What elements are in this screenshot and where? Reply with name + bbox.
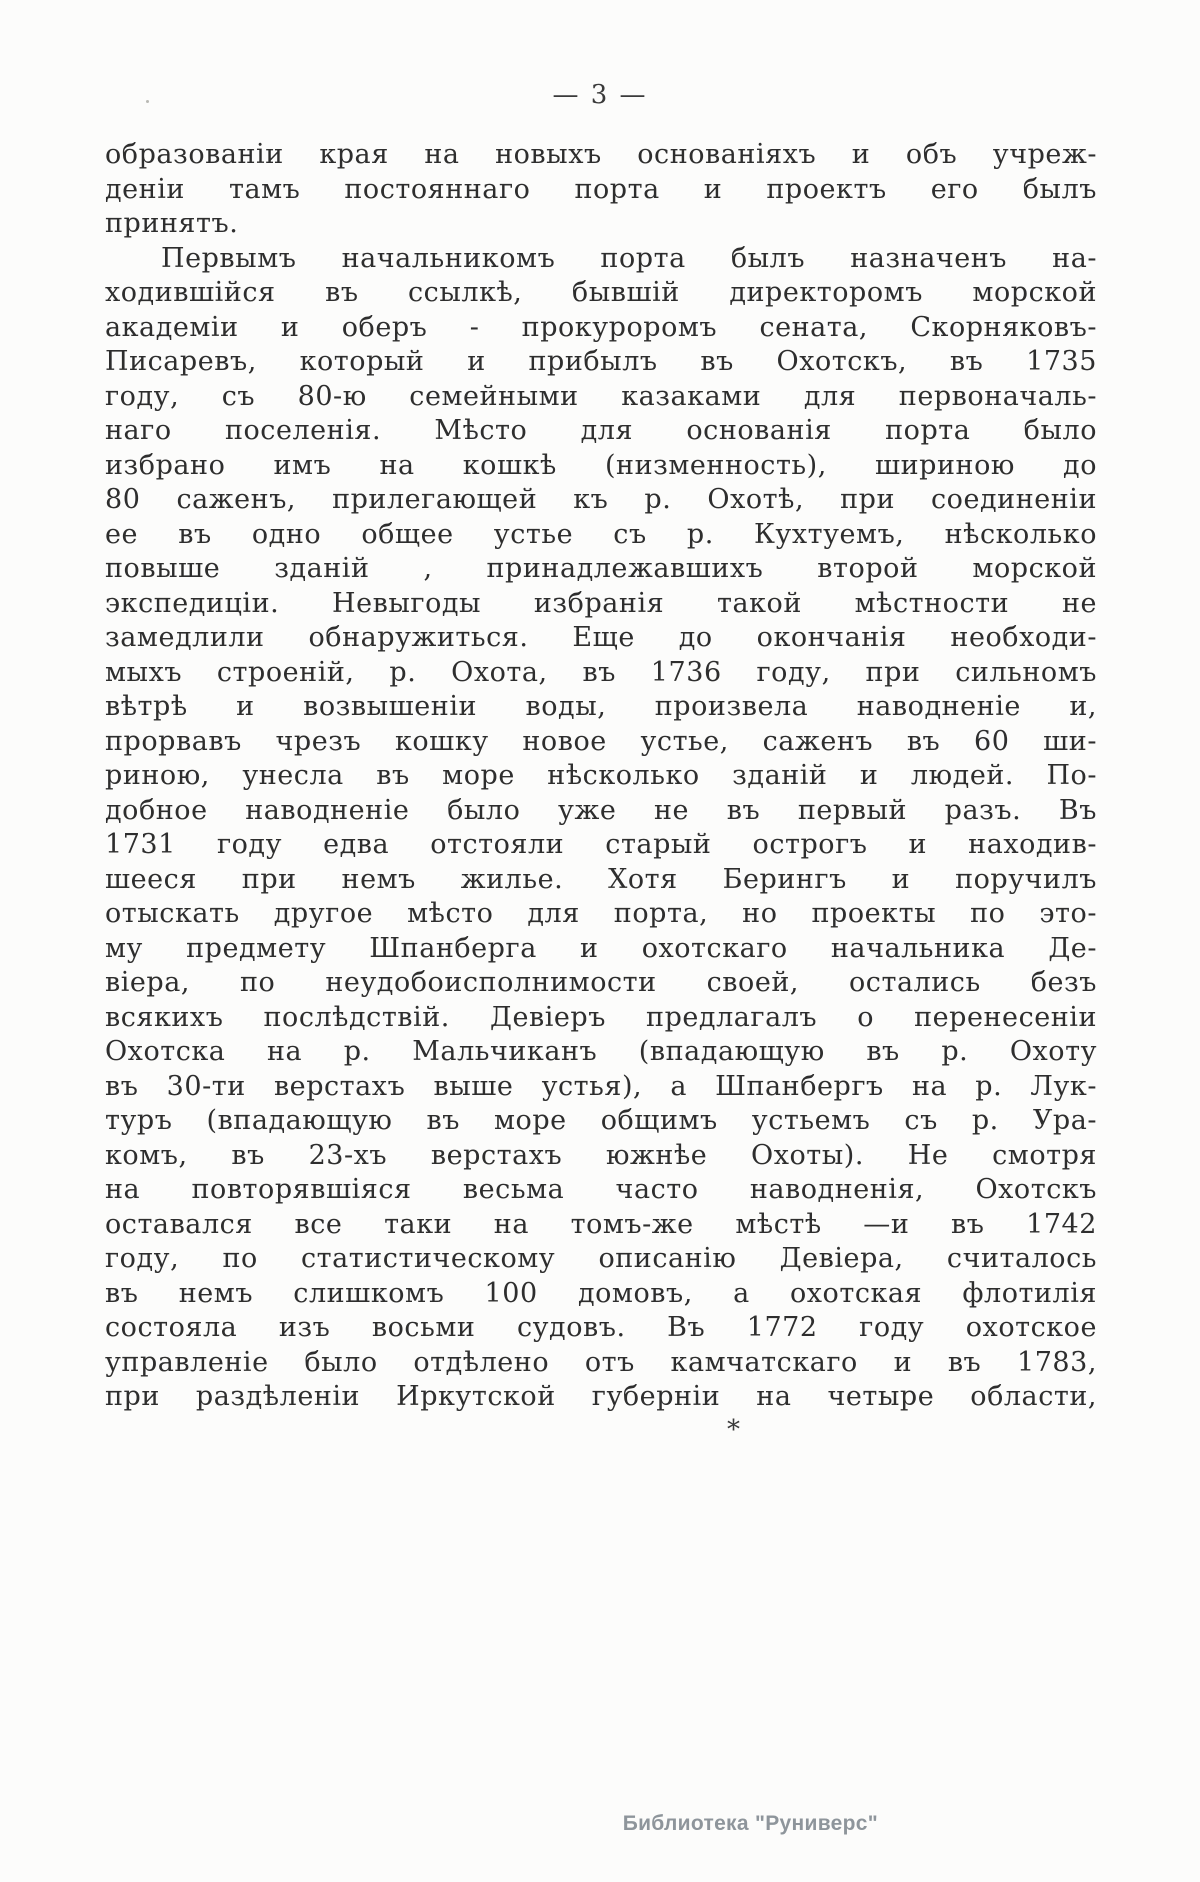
text-line: мыхъ строеній, р. Охота, въ 1736 году, при сильномъ [105,656,1097,688]
text-line: въ немъ слишкомъ 100 домовъ, а охотская флотилія [105,1277,1097,1309]
text-line: избрано имъ на кошкѣ (низменность), шириною до [105,449,1097,481]
text-line: віера, по неудобоисполнимости своей, остались безъ [105,967,1097,998]
text-line: всякихъ послѣдствій. Девіеръ предлагалъ о перенесеніи [105,1001,1097,1033]
text-line: образованіи края на новыхъ основаніяхъ и объ учреж- [105,139,1097,170]
scan-speck [146,100,149,103]
text-line: вѣтрѣ и возвышеніи воды, произвела наводненіе и, [105,691,1097,722]
text-line: состояла изъ восьми судовъ. Въ 1772 году охотское [105,1312,1097,1343]
text-line: наго поселенія. Мѣсто для основанія порта было [105,415,1097,446]
text-line: комъ, въ 23-хъ верстахъ южнѣе Охоты). Не смотря [105,1139,1097,1171]
text-line: му предмету Шпанберга и охотскаго начальника Де- [105,932,1097,964]
text-line: добное наводненіе было уже не въ первый разъ. Въ [105,794,1097,826]
text-line: оставался все таки на томъ-же мѣстѣ —и въ 1742 [105,1208,1097,1240]
text-line: академіи и оберъ - прокуроромъ сената, Скорняковъ- [105,311,1097,343]
text-line: Охотска на р. Мальчиканъ (впадающую въ р. Охоту [105,1036,1097,1067]
text-line: принятъ. [105,208,239,239]
text-line: году, съ 80-ю семейными казаками для первоначаль- [105,380,1097,412]
text-line: отыскать другое мѣсто для порта, но проекты по это- [105,898,1097,929]
text-line: при раздѣленіи Иркутской губерніи на четыре области, [105,1381,1097,1412]
text-line: замедлили обнаружиться. Еще до окончанія необходи- [105,622,1097,653]
body-text [105,138,1097,1415]
text-line: 1731 году едва отстояли старый острогъ и находив- [105,829,1097,860]
text-line: туръ (впадающую въ море общимъ устьемъ съ р. Ура- [105,1105,1097,1136]
text-line: 80 саженъ, прилегающей къ р. Охотѣ, при соединеніи [105,484,1097,515]
text-line: шееся при немъ жилье. Хотя Берингъ и поручилъ [105,863,1097,895]
text-line: управленіе было отдѣлено отъ камчатскаго и въ 1783, [105,1346,1097,1378]
page-number: — 3 — [552,80,648,110]
text-line: Писаревъ, который и прибылъ въ Охотскъ, въ 1735 [105,346,1097,377]
text-line: экспедиціи. Невыгоды избранія такой мѣстности не [105,587,1097,619]
text-line: деніи тамъ постояннаго порта и проектъ его былъ [105,173,1097,205]
text-line: риною, унесла въ море нѣсколько зданій и людей. По- [105,760,1097,791]
text-line: году, по статистическому описанію Девіера, считалось [105,1243,1097,1274]
text-line: ходившійся въ ссылкѣ, бывшій директоромъ морской [105,277,1097,308]
text-line: повыше зданій , принадлежавшихъ второй морской [105,553,1097,584]
library-watermark: Библиотека "Руниверс" [622,1812,878,1835]
text-line: ее въ одно общее устье съ р. Кухтуемъ, нѣсколько [105,518,1097,550]
text-line: прорвавъ чрезъ кошку новое устье, саженъ въ 60 ши- [105,725,1097,757]
text-line: Первымъ начальникомъ порта былъ назначенъ на- [161,242,1097,274]
text-line: на повторявшіяся весьма часто наводненія, Охотскъ [105,1174,1097,1205]
text-line: въ 30-ти верстахъ выше устья), а Шпанбергъ на р. Лук- [105,1070,1097,1102]
footnote-asterisk: * [727,1415,740,1445]
